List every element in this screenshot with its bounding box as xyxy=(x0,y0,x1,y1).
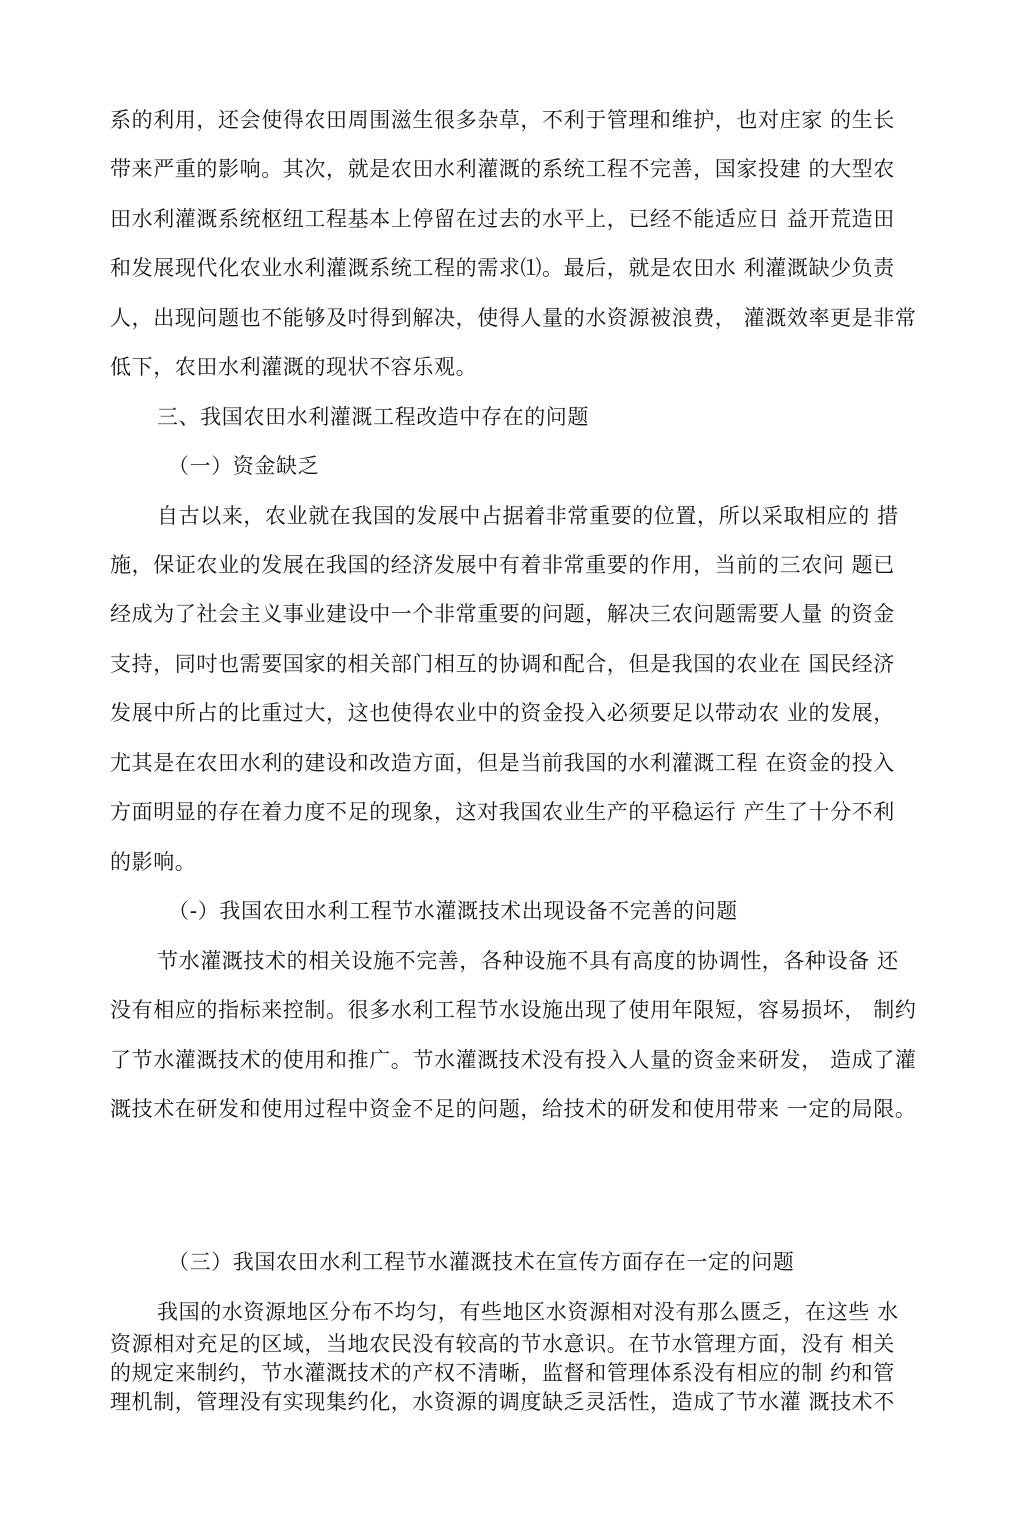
subsection-heading: （三）我国农田水利工程节水灌溉技术在宣传方面存在一定的问题 xyxy=(168,1250,795,1274)
paragraph-line: 没有相应的指标来控制。很多水利工程节水设施出现了使用年限短，容易损坏， 制约 xyxy=(110,998,917,1022)
paragraph-line: 我国的水资源地区分布不均匀，有些地区水资源相对没有那么匮乏，在这些 水 xyxy=(157,1300,899,1324)
paragraph-line: 尤其是在农田水利的建设和改造方面，但是当前我国的水利灌溉工程 在资金的投入 xyxy=(110,751,895,775)
paragraph-line: 人，出现问题也不能够及吋得到解决，使得人量的水资源被浪费， 灌溉效率更是非常 xyxy=(110,306,917,330)
section-heading: 三、我国农田水利灌溉工程改造中存在的问题 xyxy=(157,405,589,429)
paragraph-line: 溉技术在研发和使用过程中资金不足的问题，给技术的研发和使用带来 一定的局限。 xyxy=(110,1097,917,1121)
paragraph-line: 理机制，管理没有实现集约化，水资源的调度缺乏灵活性，造成了节水灌 溉技术不 xyxy=(110,1390,895,1414)
paragraph-line: 方面明显的存在着力度不足的现象，这对我国农业生产的平稳运行 产生了十分不利 xyxy=(110,800,895,824)
paragraph-line: 田水利灌溉系统枢纽工程基本上停留在过去的水平上，已经不能适应日 益开荒造田 xyxy=(110,207,895,231)
subsection-heading: （一）资金缺乏 xyxy=(168,454,320,478)
paragraph-line: 低下，农田水利灌溉的现状不容乐观。 xyxy=(110,355,478,379)
paragraph-line: 经成为了社会主义事业建设中一个非常重要的问题，解决三农问题需要人量 的资金 xyxy=(110,602,895,626)
paragraph-line: 的影响。 xyxy=(110,850,197,874)
paragraph-line: 施，保证农业的发展在我国的经济发展中有着非常重要的作用，当前的三农问 题已 xyxy=(110,553,895,577)
paragraph-line: 带来严重的影响。其次，就是农田水利灌溉的系统工程不完善，国家投建 的大型农 xyxy=(110,157,895,181)
paragraph-line: 支持，同吋也需要国家的相关部门相互的协调和配合，但是我国的农业在 国民经济 xyxy=(110,652,895,676)
paragraph-line: 了节水灌溉技术的使用和推广。节水灌溉技术没有投入人量的资金来研发， 造成了灌 xyxy=(110,1048,917,1072)
paragraph-line: 系的利用，还会使得农田周围滋生很多杂草，不利于管理和维护，也对庄家 的生长 xyxy=(110,108,895,132)
paragraph-line: 的规定来制约，节水灌溉技术的产权不清晰，监督和管理体系没有相应的制 约和管 xyxy=(110,1361,895,1385)
paragraph-line: 和发展现代化农业水利灌溉系统工程的需求⑴。最后，就是农田水 利灌溉缺少负责 xyxy=(110,256,895,280)
paragraph-line: 自古以来，农业就在我国的发展中占据着非常重要的位置，所以采取相应的 措 xyxy=(157,504,899,528)
paragraph-line: 资源相对充足的区域，当地农民没有较高的节水意识。在节水管理方面，没有 相关 xyxy=(110,1332,895,1356)
subsection-heading: （-）我国农田水利工程节水灌溉技术出现设备不完善的问题 xyxy=(168,899,738,923)
paragraph-line: 发展中所占的比重过大，这也使得农业中的资金投入必须要足以带动农 业的发展， xyxy=(110,701,895,725)
paragraph-line: 节水灌溉技术的相关设施不完善，各种设施不具有高度的协调性，各种设备 还 xyxy=(157,949,899,973)
